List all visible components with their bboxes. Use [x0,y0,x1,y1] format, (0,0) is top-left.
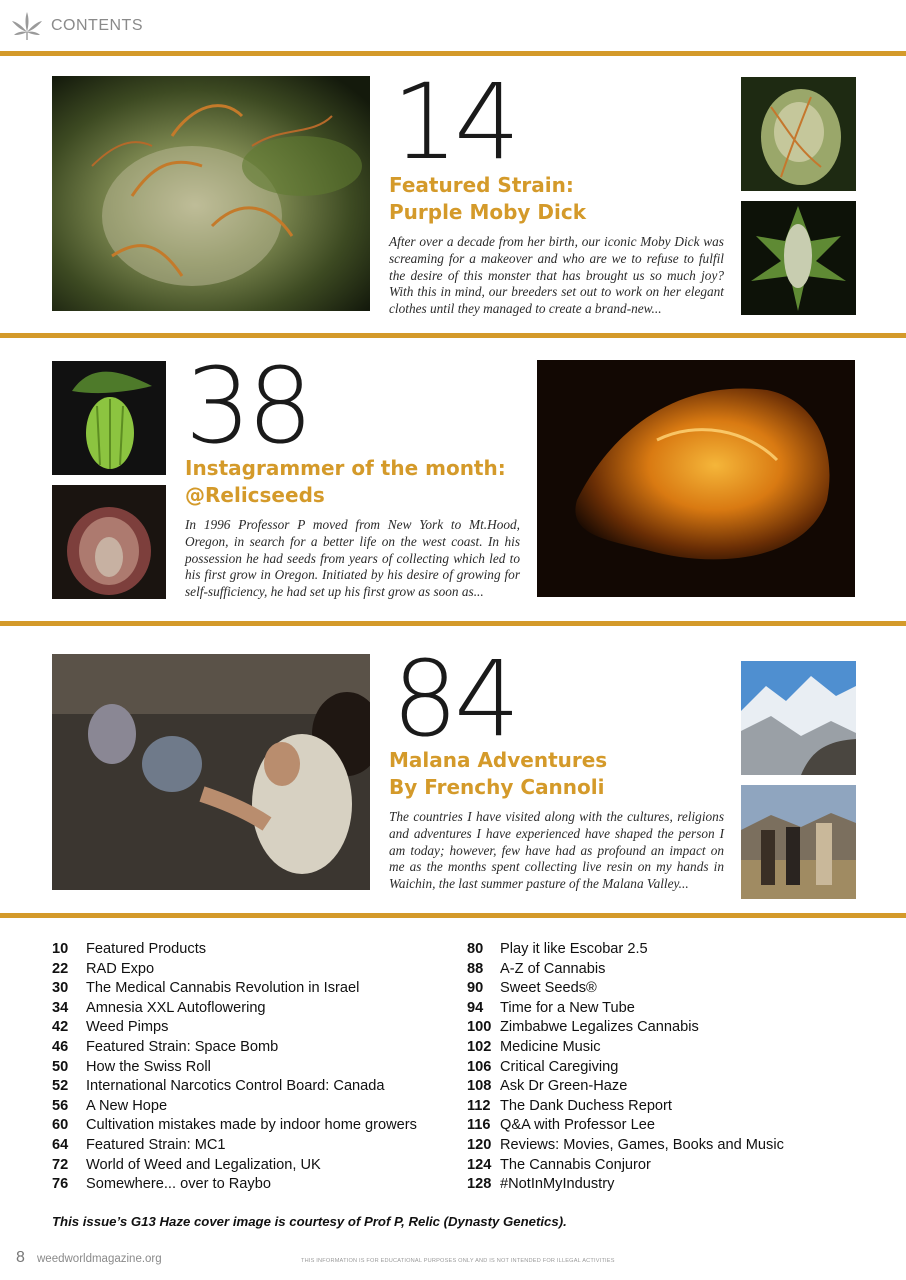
toc-title: Critical Caregiving [500,1058,619,1075]
toc-page-number: 94 [467,999,484,1016]
toc-title: Zimbabwe Legalizes Cannabis [500,1019,699,1036]
feature-title[interactable] [389,172,729,226]
section-divider [0,913,906,918]
feature-photo-flower [52,485,166,599]
toc-item[interactable] [52,1156,417,1176]
feature-description: After over a decade from her birth, our iconic Moby Dick was screaming for a makeover and who are we to refuse to fulfil the desire of this monster that has brought us so much joy? With this in mind, our breeders set out to work on her elegant clothes until they managed to create a brand-new... [389,234,724,317]
toc-title: Reviews: Movies, Games, Books and Music [500,1136,784,1153]
feature-photo-bud-detail [741,77,856,191]
site-url[interactable]: weedworldmagazine.org [37,1253,162,1265]
feature-photo-mountains [741,661,856,775]
cannabis-leaf-icon [10,10,44,42]
toc-page-number: 76 [52,1176,69,1193]
toc-title: Featured Products [86,941,207,957]
toc-title: Cultivation mistakes made by indoor home growers [86,1117,417,1134]
toc-item[interactable] [52,1077,417,1097]
toc-item[interactable] [52,999,417,1019]
toc-title: Featured Strain: MC1 [86,1136,226,1153]
toc-item[interactable] [52,940,417,960]
toc-item[interactable] [52,1175,417,1195]
toc-page-number: 10 [52,941,69,957]
toc-page-number: 64 [52,1136,69,1153]
toc-page-number: 56 [52,1097,69,1114]
feature-title-line1: Featured Strain: [389,173,574,197]
toc-item[interactable] [467,979,784,999]
toc-item[interactable] [467,1156,784,1176]
toc-page-number: 100 [467,1019,492,1036]
toc-item[interactable] [467,1077,784,1097]
feature-photo-plant [741,201,856,315]
toc-title: Sweet Seeds® [500,980,597,997]
toc-title: The Medical Cannabis Revolution in Israel [86,980,360,997]
feature-title[interactable] [185,455,525,509]
toc-item[interactable] [52,1097,417,1117]
toc-page-number: 80 [467,941,484,957]
section-divider [0,621,906,626]
toc-item[interactable] [467,999,784,1019]
feature-page-number: 38 [185,345,310,467]
toc-title: The Dank Duchess Report [500,1097,672,1114]
toc-title: World of Weed and Legalization, UK [86,1156,321,1173]
toc-title: The Cannabis Conjuror [500,1156,651,1173]
toc-title: Somewhere... over to Raybo [86,1176,271,1193]
cover-credit: This issue’s G13 Haze cover image is courtesy of Prof P, Relic (Dynasty Genetics). [52,1214,567,1229]
toc-page-number: 72 [52,1156,69,1173]
toc-page-number: 120 [467,1136,492,1153]
toc-page-number: 60 [52,1117,69,1134]
toc-page-number: 50 [52,1058,69,1075]
toc-title: Amnesia XXL Autoflowering [86,999,266,1016]
feature-photo-resin [537,360,855,597]
section-divider [0,333,906,338]
feature-page-number: 84 [392,638,517,760]
toc-item[interactable] [467,1058,784,1078]
toc-page-number: 128 [467,1176,492,1193]
toc-page-number: 106 [467,1058,492,1075]
toc-item[interactable] [52,1038,417,1058]
page-number: 8 [16,1249,25,1266]
toc-title: Ask Dr Green-Haze [500,1078,628,1095]
toc-item[interactable] [467,940,784,960]
toc-item[interactable] [52,1018,417,1038]
toc-title: A New Hope [86,1097,168,1114]
toc-title: Featured Strain: Space Bomb [86,1038,279,1055]
toc-title: #NotInMyIndustry [500,1176,615,1193]
feature-photo-group [741,785,856,899]
toc-page-number: 22 [52,960,69,977]
toc-page-number: 30 [52,980,69,997]
toc-title: Weed Pimps [86,1019,169,1036]
toc-page-number: 108 [467,1078,492,1095]
toc-page-number: 90 [467,980,484,997]
toc-item[interactable] [467,1136,784,1156]
toc-title: Q&A with Professor Lee [500,1117,655,1134]
toc-page-number: 52 [52,1078,69,1095]
feature-description: In 1996 Professor P moved from New York to Mt.Hood, Oregon, in search for a better life on the west coast. In his possession he had seeds from years of collecting which led to his first grow in Oregon. Initiated by his desire of growing for self-sufficiency, he had set up his first grow as soon as... [185,517,520,600]
toc-item[interactable] [467,1097,784,1117]
toc-page-number: 42 [52,1019,69,1036]
toc-title: Time for a New Tube [500,999,635,1016]
feature-photo-bud-closeup [52,76,370,311]
feature-description: The countries I have visited along with the cultures, religions and adventures I have experienced have shaped the person I am today; however, few have had as profound an impact on me as the months spent collecting live resin on my hands in Waichin, the last summer pasture of the Malana Valley... [389,809,724,892]
toc-page-number: 116 [467,1117,491,1134]
feature-title-line2: Purple Moby Dick [389,200,587,224]
toc-item[interactable] [52,1058,417,1078]
toc-title: How the Swiss Roll [86,1058,211,1075]
toc-page-number: 34 [52,999,69,1016]
feature-page-number: 14 [392,61,517,183]
toc-title: A-Z of Cannabis [500,960,606,977]
toc-item[interactable] [467,960,784,980]
toc-title: Play it like Escobar 2.5 [500,941,648,957]
toc-page-number: 112 [467,1097,491,1114]
toc-item[interactable] [52,1136,417,1156]
feature-title-line1: Instagrammer of the month: [185,456,506,480]
toc-title: International Narcotics Control Board: Canada [86,1078,385,1095]
toc-page-number: 102 [467,1038,492,1055]
toc-item[interactable] [52,960,417,980]
toc-item[interactable] [467,1175,784,1195]
toc-page-number: 46 [52,1038,69,1055]
toc-item[interactable] [467,1116,784,1136]
feature-photo-seed-pod [52,361,166,475]
contents-heading: CONTENTS [51,17,143,34]
toc-item[interactable] [467,1018,784,1038]
toc-page-number: 88 [467,960,484,977]
toc-item[interactable] [467,1038,784,1058]
toc-item[interactable] [52,979,417,999]
feature-title[interactable] [389,747,729,801]
feature-photo-hands [52,654,370,890]
toc-page-number: 124 [467,1156,492,1173]
toc-left-column [52,940,417,1195]
disclaimer: THIS INFORMATION IS FOR EDUCATIONAL PURPOSES ONLY AND IS NOT INTENDED FOR ILLEGAL ACTIVITIES [301,1258,615,1264]
toc-title: Medicine Music [500,1038,601,1055]
toc-right-column [467,940,784,1195]
feature-title-line1: Malana Adventures [389,748,608,772]
toc-title: RAD Expo [86,960,155,977]
feature-title-line2: By Frenchy Cannoli [389,775,605,799]
section-divider [0,51,906,56]
feature-title-line2: @Relicseeds [185,483,325,507]
toc-item[interactable] [52,1116,417,1136]
